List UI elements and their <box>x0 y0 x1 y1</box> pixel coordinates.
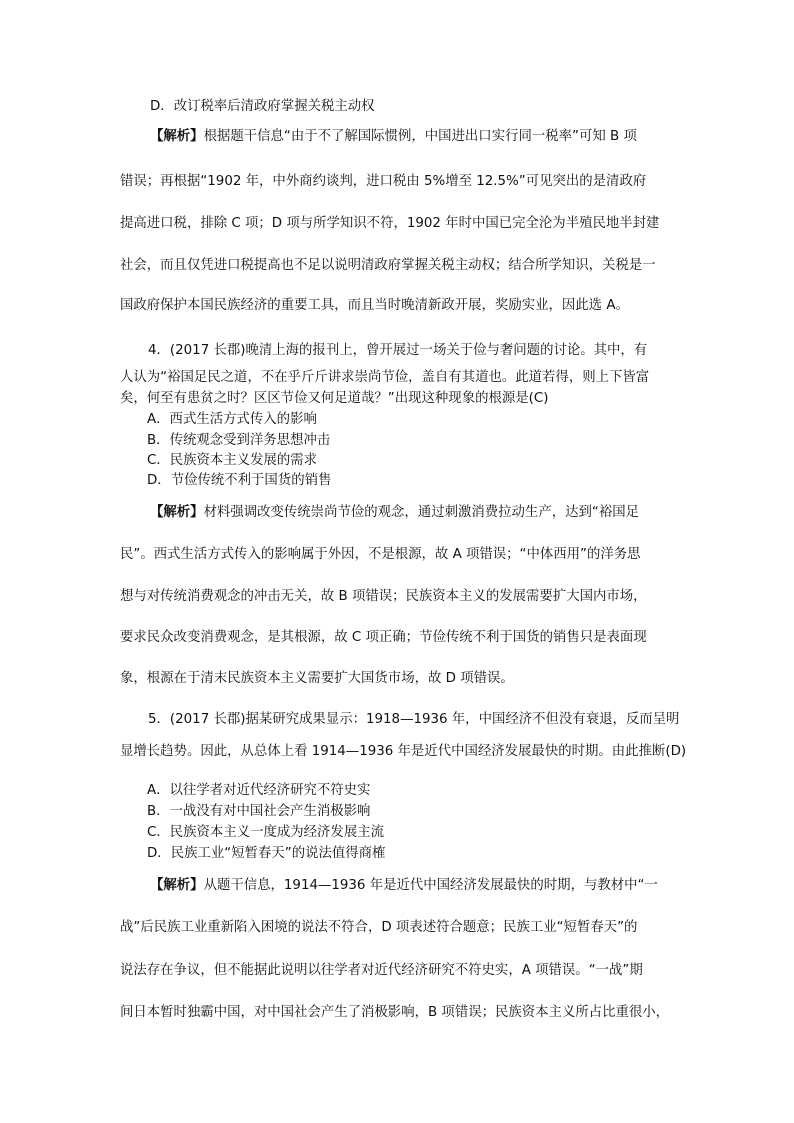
q5-option-d: D．民族工业“短暂春天”的说法值得商榷 <box>147 846 386 861</box>
q4-analysis-line-2: 民”。西式生活方式传入的影响属于外因，不是根源，故 A 项错误；“中体西用”的洋务思 <box>120 547 641 562</box>
q4-analysis-line-5: 象，根源在于清末民族资本主义需要扩大国货市场，故 D 项错误。 <box>120 671 514 686</box>
q5-analysis-line-1 <box>150 876 658 896</box>
q4-option-a: A．西式生活方式传入的影响 <box>147 412 317 427</box>
q4-analysis-line-3: 想与对传统消费观念的冲击无关，故 B 项错误；民族资本主义的发展需要扩大国内市场， <box>120 589 647 604</box>
analysis-text: 从题干信息，1914—1936 年是近代中国经济发展最快的时期，与教材中“一 <box>203 878 658 893</box>
analysis-text: 根据题干信息“由于不了解国际惯例，中国进出口实行同一税率”可知 B 项 <box>203 129 637 144</box>
q5-option-a: A．以往学者对近代经济研究不符史实 <box>147 783 371 798</box>
q4-option-c: C．民族资本主义发展的需求 <box>147 453 318 468</box>
q4-stem-line-1: 4．(2017 长郡)晚清上海的报刊上，曾开展过一场关于俭与奢问题的讨论。其中，有 <box>148 343 648 358</box>
q3-analysis-line-1 <box>150 127 637 147</box>
q4-analysis-line-1 <box>150 503 639 523</box>
analysis-label: 【解析】 <box>150 878 204 893</box>
q4-stem-line-3: 矣，何至有患贫之时？区区节俭又何足道哉？”出现这种现象的根源是(C) <box>120 391 549 406</box>
analysis-text: 材料强调改变传统崇尚节俭的观念，通过刺激消费拉动生产，达到“裕国足 <box>203 505 639 520</box>
q3-analysis-line-2: 错误；再根据“1902 年，中外商约谈判，进口税由 5%增至 12.5%”可见突出的是清政府 <box>120 174 647 189</box>
q3-analysis-line-3: 提高进口税，排除 C 项；D 项与所学知识不符，1902 年时中国已完全沦为半殖民地半封建 <box>120 216 660 231</box>
q5-option-b: B．一战没有对中国社会产生消极影响 <box>147 804 371 819</box>
q3-analysis-line-4: 社会，而且仅凭进口税提高也不足以说明清政府掌握关税主动权；结合所学知识，关税是一 <box>120 258 656 273</box>
q5-analysis-line-3: 说法存在争议，但不能据此说明以往学者对近代经济研究不符史实，A 项错误。“一战”期 <box>120 963 643 978</box>
q3-analysis-line-5: 国政府保护本国民族经济的重要工具，而且当时晚清新政开展，奖励实业，因此选 A。 <box>120 298 629 313</box>
q5-stem-line-1: 5．(2017 长郡)据某研究成果显示：1918—1936 年，中国经济不但没有衰退，反而呈明 <box>148 712 680 727</box>
q3-option-d: D．改订税率后清政府掌握关税主动权 <box>150 99 375 114</box>
q5-stem-line-2: 显增长趋势。因此，从总体上看 1914—1936 年是近代中国经济发展最快的时期。由此推断(D) <box>120 744 687 759</box>
q5-analysis-line-2: 战”后民族工业重新陷入困境的说法不符合，D 项表述符合题意；民族工业“短暂春天”的 <box>120 920 638 935</box>
q4-option-d: D．节俭传统不利于国货的销售 <box>147 473 332 488</box>
q4-option-b: B．传统观念受到洋务思想冲击 <box>147 433 331 448</box>
q5-option-c: C．民族资本主义一度成为经济发展主流 <box>147 825 384 840</box>
analysis-label: 【解析】 <box>150 129 204 144</box>
q4-analysis-line-4: 要求民众改变消费观念，是其根源，故 C 项正确；节俭传统不利于国货的销售只是表面现 <box>120 630 647 645</box>
q4-stem-line-2: 人认为“裕国足民之道，不在乎斤斤讲求崇尚节俭，盖自有其道也。此道若得，则上下皆富 <box>120 370 650 385</box>
q5-analysis-line-4: 间日本暂时独霸中国，对中国社会产生了消极影响，B 项错误；民族资本主义所占比重很小， <box>120 1005 670 1020</box>
analysis-label: 【解析】 <box>150 505 204 520</box>
